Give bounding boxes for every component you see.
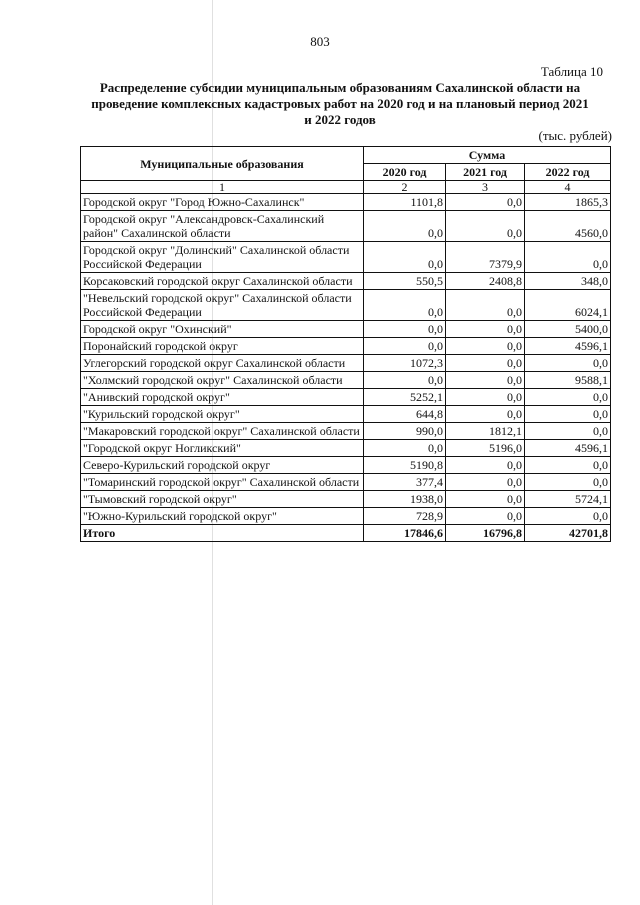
value-2020: 728,9	[364, 508, 446, 525]
table-row	[81, 194, 611, 211]
table-row	[81, 508, 611, 525]
municipality-name: "Томаринский городской округ" Сахалинской области	[81, 474, 364, 491]
value-2020: 0,0	[364, 242, 446, 273]
total-2020: 17846,6	[364, 525, 446, 542]
value-2022: 5400,0	[525, 321, 611, 338]
value-2022: 1865,3	[525, 194, 611, 211]
value-2020: 550,5	[364, 273, 446, 290]
municipality-name: Городской округ "Город Южно-Сахалинск"	[81, 194, 364, 211]
value-2021: 0,0	[446, 194, 525, 211]
value-2022: 0,0	[525, 355, 611, 372]
value-2020: 0,0	[364, 440, 446, 457]
table-row	[81, 372, 611, 389]
value-2022: 0,0	[525, 406, 611, 423]
value-2021: 1812,1	[446, 423, 525, 440]
units-label: (тыс. рублей)	[538, 128, 612, 143]
municipality-name: Городской округ "Долинский" Сахалинской области Российской Федерации	[81, 242, 364, 273]
table-row	[81, 440, 611, 457]
header-municipalities: Муниципальные образования	[81, 147, 364, 181]
table-row	[81, 242, 611, 273]
value-2020: 1101,8	[364, 194, 446, 211]
value-2021: 0,0	[446, 211, 525, 242]
municipality-name: Городской округ "Охинский"	[81, 321, 364, 338]
header-year-2021: 2021 год	[446, 164, 525, 181]
municipality-name: Северо-Курильский городской округ	[81, 457, 364, 474]
header-year-2020: 2020 год	[364, 164, 446, 181]
value-2020: 5190,8	[364, 457, 446, 474]
column-number: 3	[446, 181, 525, 194]
value-2022: 9588,1	[525, 372, 611, 389]
value-2021: 0,0	[446, 474, 525, 491]
total-2022: 42701,8	[525, 525, 611, 542]
municipality-name: "Тымовский городской округ"	[81, 491, 364, 508]
value-2022: 0,0	[525, 457, 611, 474]
table-row	[81, 273, 611, 290]
municipality-name: "Невельский городской округ" Сахалинской области Российской Федерации	[81, 290, 364, 321]
value-2021: 0,0	[446, 457, 525, 474]
value-2021: 0,0	[446, 355, 525, 372]
value-2020: 0,0	[364, 321, 446, 338]
column-number: 1	[81, 181, 364, 194]
column-number: 4	[525, 181, 611, 194]
value-2021: 0,0	[446, 491, 525, 508]
value-2020: 0,0	[364, 290, 446, 321]
table-row	[81, 338, 611, 355]
value-2020: 644,8	[364, 406, 446, 423]
municipality-name: "Макаровский городской округ" Сахалинской области	[81, 423, 364, 440]
municipality-name: Городской округ "Александровск-Сахалинский район" Сахалинской области	[81, 211, 364, 242]
value-2021: 2408,8	[446, 273, 525, 290]
value-2021: 0,0	[446, 290, 525, 321]
value-2021: 0,0	[446, 321, 525, 338]
table-row	[81, 406, 611, 423]
municipality-name: "Южно-Курильский городской округ"	[81, 508, 364, 525]
municipality-name: "Городской округ Ногликский"	[81, 440, 364, 457]
header-year-2022: 2022 год	[525, 164, 611, 181]
document-title: Распределение субсидии муниципальным образованиям Сахалинской области на проведение комплексных кадастровых работ на 2020 год и на плановый период 2021 и 2022 годов	[91, 80, 589, 127]
total-row	[81, 525, 611, 542]
municipality-name: "Анивский городской округ"	[81, 389, 364, 406]
table-row	[81, 355, 611, 372]
value-2022: 348,0	[525, 273, 611, 290]
municipality-name: Поронайский городской округ	[81, 338, 364, 355]
value-2022: 4596,1	[525, 440, 611, 457]
value-2022: 0,0	[525, 389, 611, 406]
total-2021: 16796,8	[446, 525, 525, 542]
value-2021: 5196,0	[446, 440, 525, 457]
value-2021: 0,0	[446, 406, 525, 423]
column-number: 2	[364, 181, 446, 194]
column-numbers-row	[81, 181, 611, 194]
value-2022: 0,0	[525, 474, 611, 491]
municipality-name: Углегорский городской округ Сахалинской области	[81, 355, 364, 372]
value-2022: 6024,1	[525, 290, 611, 321]
total-label: Итого	[81, 525, 364, 542]
value-2021: 0,0	[446, 508, 525, 525]
table-row	[81, 491, 611, 508]
value-2020: 1072,3	[364, 355, 446, 372]
table-row	[81, 423, 611, 440]
value-2022: 4560,0	[525, 211, 611, 242]
value-2022: 4596,1	[525, 338, 611, 355]
page-number: 803	[310, 34, 330, 49]
table-label: Таблица 10	[540, 64, 603, 79]
municipality-name: Корсаковский городской округ Сахалинской области	[81, 273, 364, 290]
table-row	[81, 389, 611, 406]
subsidy-table	[80, 146, 611, 542]
value-2020: 0,0	[364, 211, 446, 242]
table-row	[81, 474, 611, 491]
value-2021: 0,0	[446, 372, 525, 389]
value-2022: 5724,1	[525, 491, 611, 508]
value-2021: 7379,9	[446, 242, 525, 273]
municipality-name: "Холмский городской округ" Сахалинской области	[81, 372, 364, 389]
municipality-name: "Курильский городской округ"	[81, 406, 364, 423]
value-2020: 0,0	[364, 338, 446, 355]
value-2020: 990,0	[364, 423, 446, 440]
table-row	[81, 290, 611, 321]
value-2020: 5252,1	[364, 389, 446, 406]
value-2020: 1938,0	[364, 491, 446, 508]
value-2020: 377,4	[364, 474, 446, 491]
header-sum: Сумма	[364, 147, 611, 164]
value-2021: 0,0	[446, 338, 525, 355]
value-2021: 0,0	[446, 389, 525, 406]
table-row	[81, 457, 611, 474]
value-2022: 0,0	[525, 423, 611, 440]
value-2020: 0,0	[364, 372, 446, 389]
value-2022: 0,0	[525, 242, 611, 273]
value-2022: 0,0	[525, 508, 611, 525]
table-row	[81, 321, 611, 338]
table-row	[81, 211, 611, 242]
